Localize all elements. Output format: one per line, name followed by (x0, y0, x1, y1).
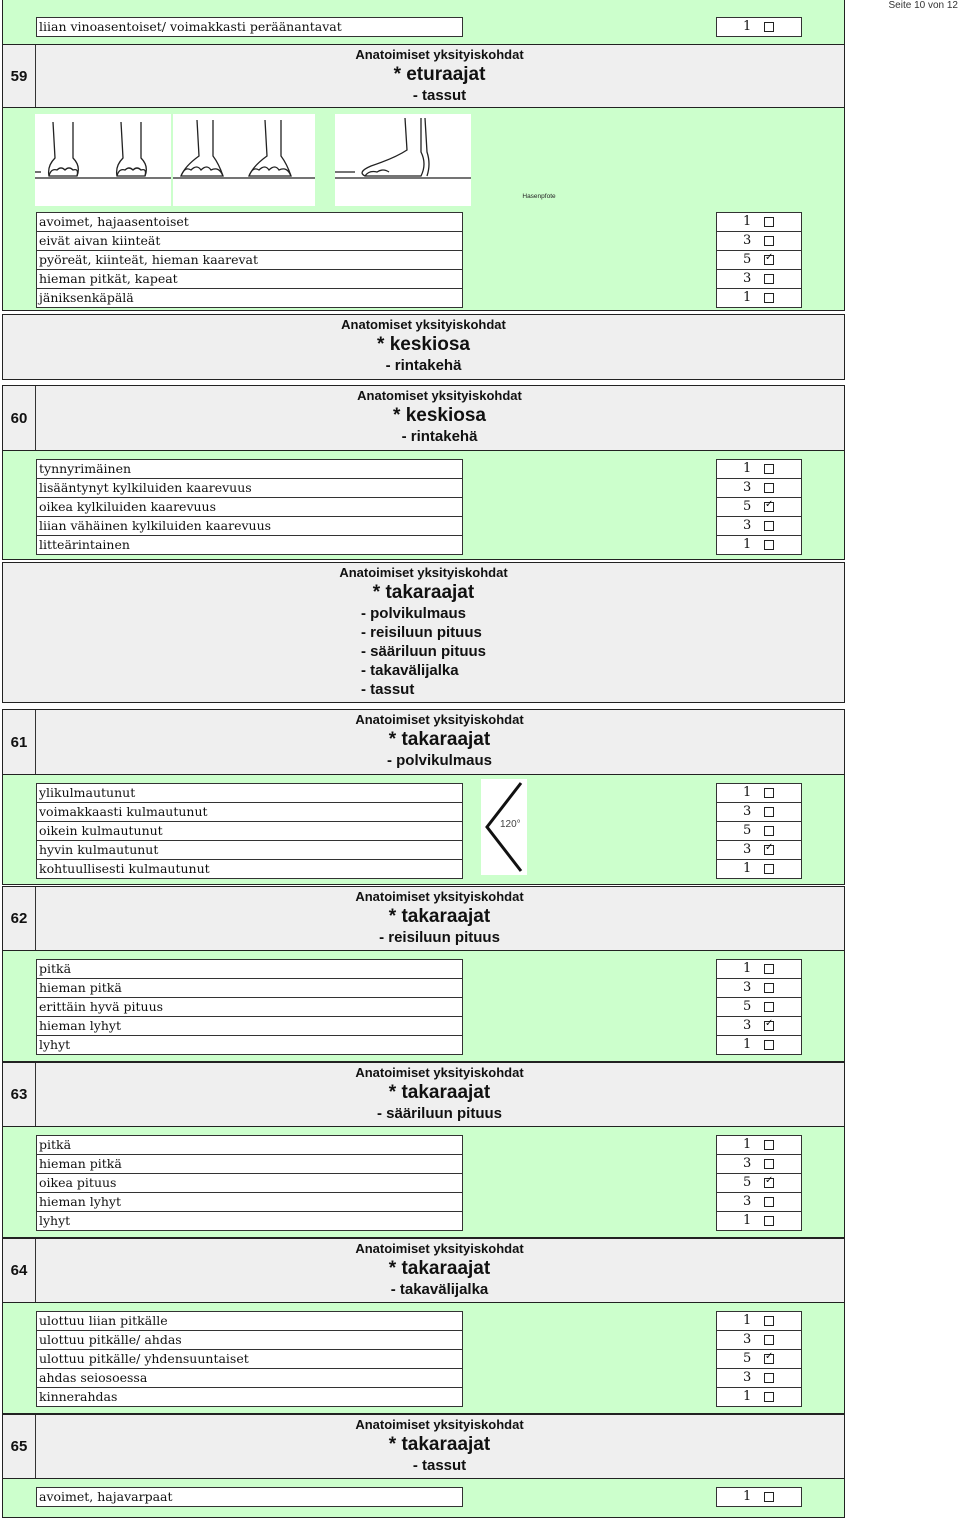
section-subtitles (413, 86, 466, 105)
item-number: 59 (3, 45, 36, 107)
section-heading (35, 710, 844, 770)
score-box (716, 250, 802, 270)
score-value: 5 (743, 1351, 752, 1366)
score-box (716, 1349, 802, 1369)
score-value: 3 (743, 804, 752, 819)
option-row (36, 859, 803, 878)
score-box (716, 1035, 802, 1055)
option-row (36, 1035, 803, 1054)
option-label: tynnyrimäinen (36, 459, 463, 479)
option-row (36, 250, 803, 269)
option-row (36, 497, 803, 516)
section-subtitles (377, 1104, 502, 1123)
score-box (716, 478, 802, 498)
section-subtitle: - tassut (412, 1457, 467, 1474)
section-59-header (2, 44, 845, 108)
score-value: 3 (743, 271, 752, 286)
option-label: oikea pituus (36, 1173, 463, 1193)
score-checkbox[interactable] (764, 983, 774, 993)
option-row (36, 212, 803, 231)
option-label: hieman lyhyt (36, 1016, 463, 1036)
section-63-header (2, 1062, 845, 1127)
option-label: oikea kylkiluiden kaarevuus (36, 497, 463, 517)
paw-image (335, 114, 556, 206)
option-label: erittäin hyvä pituus (36, 997, 463, 1017)
section-category: Anatoimiset yksityiskohdat (355, 712, 524, 727)
score-value: 5 (743, 1175, 752, 1190)
option-row (36, 478, 803, 497)
option-label: avoimet, hajaasentoiset (36, 212, 463, 232)
option-label: pitkä (36, 959, 463, 979)
section-61-header (2, 709, 845, 775)
score-box (716, 783, 802, 803)
score-box (716, 1135, 802, 1155)
section-subtitle: - takavälijalka (390, 1281, 489, 1298)
section-subtitles (387, 751, 492, 770)
section-heading (35, 386, 844, 446)
option-row (36, 1192, 803, 1211)
section-subtitles (391, 1280, 489, 1299)
score-box (716, 1192, 802, 1212)
score-value: 3 (743, 1156, 752, 1171)
section-subtitle: - takavälijalka (360, 662, 459, 679)
option-label: voimakkaasti kulmautunut (36, 802, 463, 822)
section-subtitles (386, 356, 462, 375)
score-box (716, 288, 802, 308)
score-box (716, 231, 802, 251)
score-value: 1 (743, 1213, 752, 1228)
section-subtitles (413, 1456, 466, 1475)
score-box (716, 535, 802, 555)
score-box (716, 269, 802, 289)
section-subtitle: - reisiluun pituus (360, 624, 482, 641)
item-number: 64 (3, 1239, 36, 1302)
score-value: 3 (743, 1370, 752, 1385)
option-label: hieman pitkä (36, 978, 463, 998)
score-box (716, 821, 802, 841)
score-value: 5 (743, 823, 752, 838)
section-title: * takaraajat (372, 582, 475, 603)
option-label: ulottuu liian pitkälle (36, 1311, 463, 1331)
score-checkbox[interactable] (764, 540, 774, 550)
option-label: ylikulmautunut (36, 783, 463, 803)
option-label: kohtuullisesti kulmautunut (36, 859, 463, 879)
score-value: 1 (743, 1389, 752, 1404)
score-box (716, 959, 802, 979)
score-checkbox[interactable] (764, 1216, 774, 1226)
score-box (716, 497, 802, 517)
option-row (36, 1016, 803, 1035)
section-subtitles (361, 604, 486, 699)
option-label: ulottuu pitkälle/ ahdas (36, 1330, 463, 1350)
score-box (716, 978, 802, 998)
score-value: 1 (743, 961, 752, 976)
score-box (716, 1330, 802, 1350)
section-title: * takaraajat (388, 1082, 491, 1103)
paw-image (173, 114, 315, 206)
section-62-options (2, 950, 845, 1062)
score-checkbox[interactable] (764, 1159, 774, 1169)
score-box (716, 1173, 802, 1193)
option-label: liian vinoasentoiset/ voimakkasti peräänantavat (36, 17, 463, 37)
score-checkbox[interactable] (764, 1392, 774, 1402)
score-value: 3 (743, 842, 752, 857)
section-heading (35, 45, 844, 105)
option-row (36, 840, 803, 859)
score-value: 1 (743, 537, 752, 552)
option-row (36, 1368, 803, 1387)
score-box (716, 17, 802, 37)
option-row (36, 1487, 803, 1506)
section-63-options (2, 1126, 845, 1238)
section-takaraajat-header (2, 562, 845, 703)
score-value: 3 (743, 480, 752, 495)
option-label: pyöreät, kiinteät, hieman kaarevat (36, 250, 463, 270)
score-box (716, 459, 802, 479)
score-box (716, 840, 802, 860)
score-checkbox[interactable] (764, 826, 774, 836)
score-checkbox[interactable] (764, 807, 774, 817)
score-value: 5 (743, 999, 752, 1014)
section-subtitles (379, 928, 500, 947)
score-checkbox[interactable] (764, 1021, 774, 1031)
option-label: jäniksenkäpälä (36, 288, 463, 308)
score-value: 1 (743, 19, 752, 34)
section-category: Anatoimiset yksityiskohdat (355, 47, 524, 62)
section-subtitle: - rintakehä (401, 428, 478, 445)
score-value: 3 (743, 518, 752, 533)
section-title: * takaraajat (388, 1258, 491, 1279)
section-64-header (2, 1238, 845, 1303)
score-checkbox[interactable] (764, 236, 774, 246)
score-value: 5 (743, 252, 752, 267)
section-heading (35, 1239, 844, 1299)
section-subtitle: - rintakehä (385, 357, 462, 374)
option-label: lyhyt (36, 1211, 463, 1231)
score-checkbox[interactable] (764, 274, 774, 284)
score-checkbox[interactable] (764, 1002, 774, 1012)
option-row (36, 269, 803, 288)
option-row (36, 1311, 803, 1330)
score-box (716, 212, 802, 232)
score-checkbox[interactable] (764, 521, 774, 531)
item-number: 60 (3, 386, 36, 450)
section-subtitle: - reisiluun pituus (379, 929, 500, 946)
section-61-options (2, 774, 845, 885)
option-row (36, 997, 803, 1016)
score-checkbox[interactable] (764, 788, 774, 798)
section-title: * eturaajat (393, 64, 486, 85)
section-60-options (2, 450, 845, 560)
section-title: * takaraajat (388, 729, 491, 750)
paw-caption: Hasenpfote (522, 193, 556, 200)
score-checkbox[interactable] (764, 845, 774, 855)
score-checkbox[interactable] (764, 1197, 774, 1207)
option-row (36, 1387, 803, 1406)
score-checkbox[interactable] (764, 1335, 774, 1345)
section-subtitle: - polvikulmaus (386, 752, 493, 769)
score-value: 3 (743, 980, 752, 995)
section-subtitle: - tassut (412, 87, 467, 104)
option-label: lisääntynyt kylkiluiden kaarevuus (36, 478, 463, 498)
top-option-block (2, 0, 845, 45)
score-checkbox[interactable] (764, 964, 774, 974)
section-category: Anatomiset yksityiskohdat (341, 317, 506, 332)
score-value: 5 (743, 499, 752, 514)
section-category: Anatoimiset yksityiskohdat (355, 1241, 524, 1256)
option-row (36, 1173, 803, 1192)
score-value: 1 (743, 1489, 752, 1504)
option-label: hieman lyhyt (36, 1192, 463, 1212)
score-box (716, 1368, 802, 1388)
option-row (36, 978, 803, 997)
option-row (36, 1154, 803, 1173)
option-label: eivät aivan kiinteät (36, 231, 463, 251)
option-row (36, 959, 803, 978)
score-box (716, 1487, 802, 1507)
score-checkbox[interactable] (764, 1492, 774, 1502)
section-keskiosa-header (2, 314, 845, 380)
score-value: 1 (743, 861, 752, 876)
score-checkbox[interactable] (764, 22, 774, 32)
option-label: kinnerahdas (36, 1387, 463, 1407)
score-checkbox[interactable] (764, 1040, 774, 1050)
section-59-options (2, 107, 845, 311)
score-value: 3 (743, 1018, 752, 1033)
score-checkbox[interactable] (764, 464, 774, 474)
section-65-header (2, 1414, 845, 1479)
page-number: Seite 10 von 12 (888, 0, 958, 11)
score-box (716, 1016, 802, 1036)
section-heading (35, 1063, 844, 1123)
score-box (716, 859, 802, 879)
option-row (36, 288, 803, 307)
score-value: 3 (743, 1332, 752, 1347)
score-value: 1 (743, 290, 752, 305)
score-checkbox[interactable] (764, 1373, 774, 1383)
option-label: pitkä (36, 1135, 463, 1155)
score-value: 1 (743, 1037, 752, 1052)
score-box (716, 802, 802, 822)
section-heading (3, 315, 844, 375)
score-value: 1 (743, 1313, 752, 1328)
score-checkbox[interactable] (764, 502, 774, 512)
option-row (36, 231, 803, 250)
section-heading (35, 1415, 844, 1475)
score-box (716, 1211, 802, 1231)
option-row (36, 1211, 803, 1230)
score-checkbox[interactable] (764, 1316, 774, 1326)
section-title: * keskiosa (393, 405, 486, 426)
option-label: litteärintainen (36, 535, 463, 555)
section-subtitle: - tassut (360, 681, 415, 698)
option-row (36, 1135, 803, 1154)
option-label: hieman pitkä (36, 1154, 463, 1174)
score-box (716, 1387, 802, 1407)
score-value: 1 (743, 1137, 752, 1152)
option-label: liian vähäinen kylkiluiden kaarevuus (36, 516, 463, 536)
score-checkbox[interactable] (764, 217, 774, 227)
section-category: Anatomiset yksityiskohdat (357, 388, 522, 403)
option-label: hieman pitkät, kapeat (36, 269, 463, 289)
section-title: * takaraajat (388, 906, 491, 927)
option-label: oikein kulmautunut (36, 821, 463, 841)
score-checkbox[interactable] (764, 293, 774, 303)
score-value: 1 (743, 461, 752, 476)
item-number: 63 (3, 1063, 36, 1126)
score-value: 3 (743, 233, 752, 248)
section-subtitles (402, 427, 478, 446)
section-category: Anatoimiset yksityiskohdat (339, 565, 508, 580)
section-heading (3, 563, 844, 699)
section-65-options (2, 1478, 845, 1518)
option-row (36, 783, 803, 802)
option-row (36, 17, 803, 36)
section-category: Anatoimiset yksityiskohdat (355, 889, 524, 904)
option-label: lyhyt (36, 1035, 463, 1055)
paw-image (35, 114, 171, 206)
option-label: ahdas seiosoessa (36, 1368, 463, 1388)
score-checkbox[interactable] (764, 1354, 774, 1364)
score-checkbox[interactable] (764, 255, 774, 265)
section-64-options (2, 1302, 845, 1414)
option-row (36, 516, 803, 535)
section-62-header (2, 886, 845, 951)
item-number: 65 (3, 1415, 36, 1478)
option-row (36, 535, 803, 554)
score-checkbox[interactable] (764, 864, 774, 874)
score-value: 1 (743, 214, 752, 229)
section-subtitle: - polvikulmaus (360, 605, 467, 622)
option-row (36, 1349, 803, 1368)
score-box (716, 997, 802, 1017)
section-subtitle: - sääriluun pituus (360, 643, 486, 660)
section-category: Anatoimiset yksityiskohdat (355, 1417, 524, 1432)
section-title: * takaraajat (388, 1434, 491, 1455)
section-heading (35, 887, 844, 947)
option-row (36, 821, 803, 840)
option-row (36, 459, 803, 478)
score-value: 3 (743, 1194, 752, 1209)
angle-label: 120° (500, 819, 521, 830)
option-label: ulottuu pitkälle/ yhdensuuntaiset (36, 1349, 463, 1369)
score-checkbox[interactable] (764, 1140, 774, 1150)
section-title: * keskiosa (377, 334, 470, 355)
score-checkbox[interactable] (764, 483, 774, 493)
item-number: 62 (3, 887, 36, 950)
score-box (716, 1154, 802, 1174)
option-label: avoimet, hajavarpaat (36, 1487, 463, 1507)
option-label: hyvin kulmautunut (36, 840, 463, 860)
section-subtitle: - sääriluun pituus (376, 1105, 502, 1122)
item-number: 61 (3, 710, 36, 774)
section-60-header (2, 385, 845, 451)
section-category: Anatoimiset yksityiskohdat (355, 1065, 524, 1080)
option-row (36, 1330, 803, 1349)
score-value: 1 (743, 785, 752, 800)
score-box (716, 1311, 802, 1331)
score-box (716, 516, 802, 536)
score-checkbox[interactable] (764, 1178, 774, 1188)
option-row (36, 802, 803, 821)
